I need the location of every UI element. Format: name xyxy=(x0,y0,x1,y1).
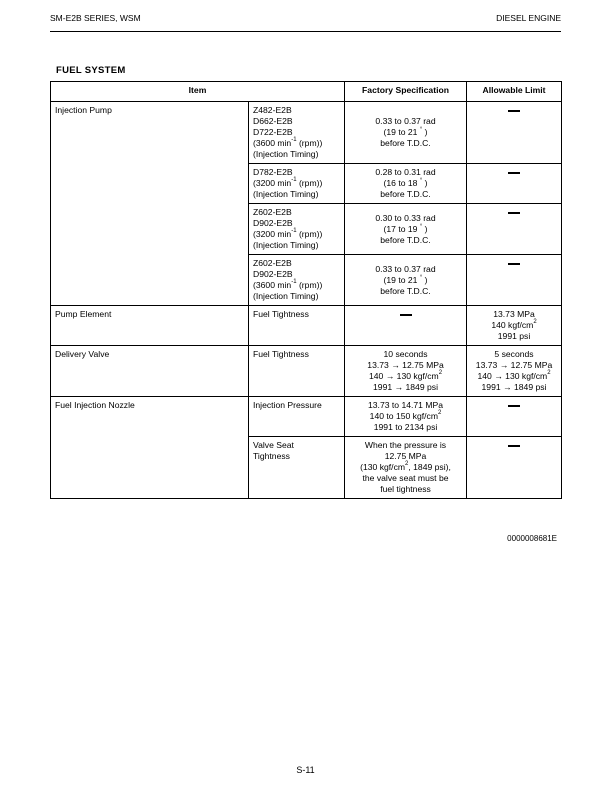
spec-table xyxy=(50,81,562,499)
pump-element-sub: Fuel Tightness xyxy=(249,306,345,346)
injection-pump-spec-4: 0.33 to 0.37 rad (19 to 21 ° ) before T.D.C. xyxy=(345,255,467,306)
model: D662-E2B xyxy=(253,116,293,126)
header-section: DIESEL ENGINE xyxy=(496,13,561,23)
col-item-header: Item xyxy=(51,82,345,102)
injection-pump-models-4: Z602-E2B D902-E2B (3600 $\min^{-1} (rpm)$) (Injection Timing) xyxy=(249,255,345,306)
delivery-valve-spec: 10 seconds 13.73 → 12.75 MPa 140 → 130 kgf/$cm^2$ 1991 → 1849 psi xyxy=(345,346,467,397)
injection-pump-spec-3: 0.30 to 0.33 rad (17 to 19 ° ) before T.D.C. xyxy=(345,204,467,255)
reference-code: 0000008681E xyxy=(507,534,557,543)
table-row xyxy=(51,102,562,164)
pump-element-label: Pump Element xyxy=(51,306,249,346)
model: D722-E2B xyxy=(253,127,293,137)
col-factory-header: Factory Specification xyxy=(345,82,467,102)
table-row xyxy=(51,397,562,437)
page-number: S-11 xyxy=(296,765,315,775)
section-title: FUEL SYSTEM xyxy=(56,65,126,76)
nozzle-pressure-sub: Injection Pressure xyxy=(249,397,345,437)
dash-icon xyxy=(467,397,562,437)
injection-pump-models-2: D782-E2B (3200 $\min^{-1} (rpm)$) (Injection Timing) xyxy=(249,164,345,204)
dash-icon xyxy=(467,204,562,255)
table-header-row xyxy=(51,82,562,102)
injection-pump-spec-2: 0.28 to 0.31 rad (16 to 18 ° ) before T.D.C. xyxy=(345,164,467,204)
nozzle-pressure-spec: 13.73 to 14.71 MPa 140 to 150 kgf/$cm^2$ 1991 to 2134 psi xyxy=(345,397,467,437)
header-series: SM-E2B SERIES, WSM xyxy=(50,13,141,23)
injection-pump-models-1 xyxy=(249,102,345,164)
injection-pump-spec-1: 0.33 to 0.37 rad (19 to 21 ° ) before T.D.C. xyxy=(345,102,467,164)
delivery-valve-sub: Fuel Tightness xyxy=(249,346,345,397)
injection-pump-label: Injection Pump xyxy=(51,102,249,306)
nozzle-seat-sub: Valve Seat Tightness xyxy=(249,437,345,499)
delivery-valve-limit: 5 seconds 13.73 → 12.75 MPa 140 → 130 kgf/$cm^2$ 1991 → 1849 psi xyxy=(467,346,562,397)
nozzle-seat-spec: When the pressure is 12.75 MPa (130 kgf/$cm^2$, 1849 psi), the valve seat must be fuel tightness xyxy=(345,437,467,499)
dash-icon xyxy=(345,306,467,346)
dash-icon xyxy=(467,102,562,164)
delivery-valve-label: Delivery Valve xyxy=(51,346,249,397)
dash-icon xyxy=(467,437,562,499)
table-row xyxy=(51,346,562,397)
table-row xyxy=(51,306,562,346)
dash-icon xyxy=(467,255,562,306)
injection-pump-models-3: Z602-E2B D902-E2B (3200 $\min^{-1} (rpm)$) (Injection Timing) xyxy=(249,204,345,255)
dash-icon xyxy=(467,164,562,204)
speed: (3600 $\min^{-1} (rpm)$) xyxy=(253,137,323,148)
timing-label: (Injection Timing) xyxy=(253,149,319,159)
nozzle-label: Fuel Injection Nozzle xyxy=(51,397,249,499)
pump-element-limit: 13.73 MPa 140 kgf/$cm^2$ 1991 psi xyxy=(467,306,562,346)
col-limit-header: Allowable Limit xyxy=(467,82,562,102)
header-rule xyxy=(50,31,561,32)
model: Z482-E2B xyxy=(253,105,292,115)
